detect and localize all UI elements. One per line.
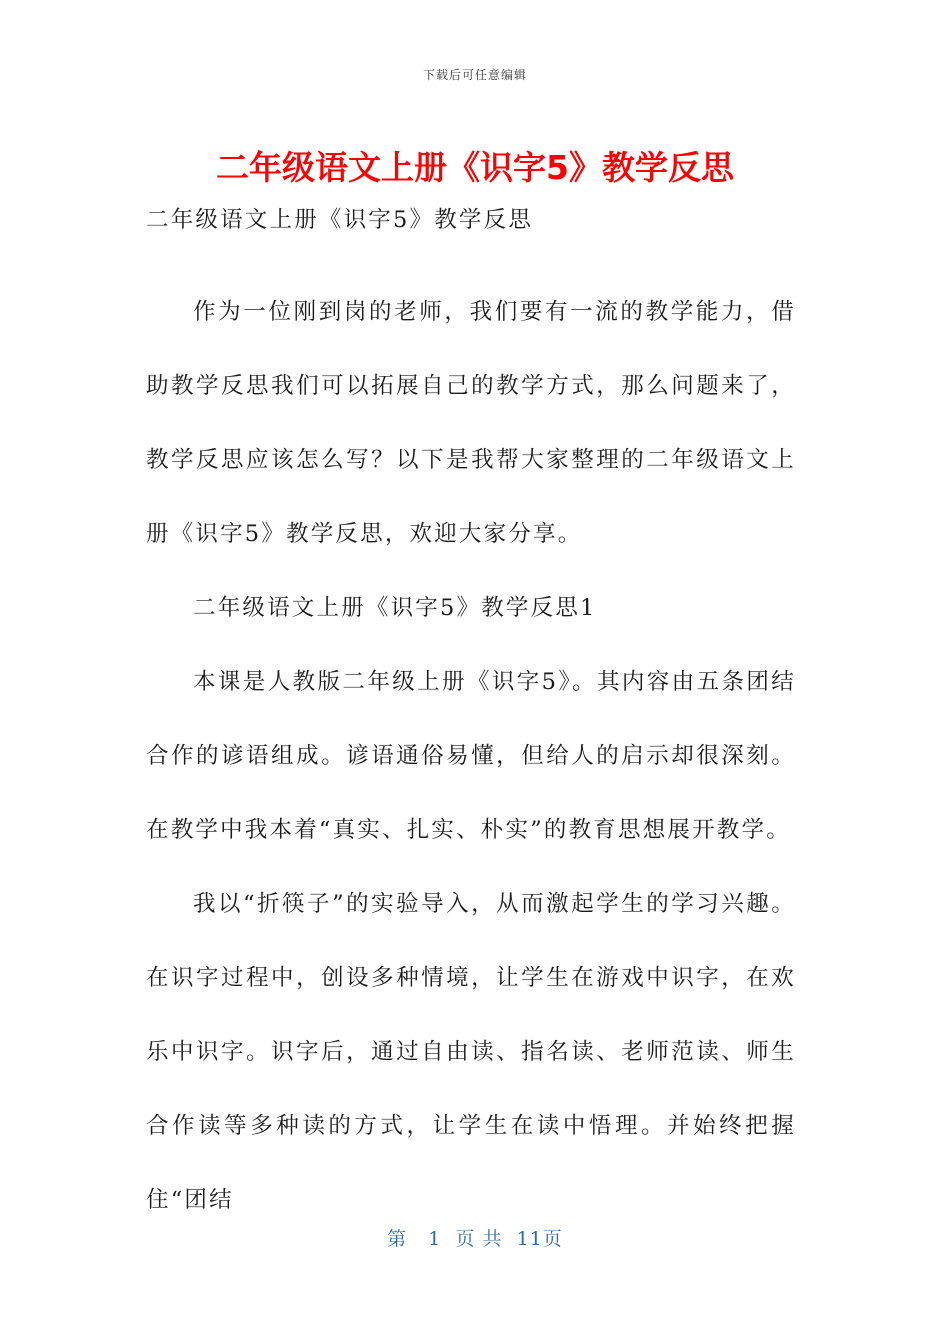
- footer-current-page: 1: [428, 1228, 442, 1250]
- section-heading: 二年级语文上册《识字5》教学反思1: [193, 595, 597, 621]
- intro-paragraph: 作为一位刚到岗的老师，我们要有一流的教学能力，借助教学反思我们可以拓展自己的教学方式，那么问题来了，教学反思应该怎么写？以下是我帮大家整理的二年级语文上册《识字5》教学反思，欢迎大家分享。: [146, 299, 796, 547]
- footer-suffix: 页: [542, 1228, 563, 1250]
- body-paragraph: 我以“折筷子”的实验导入，从而激起学生的学习兴趣。在识字过程中，创设多种情境，让学生在游戏中识字，在欢乐中识字。识字后，通过自由读、指名读、老师范读、师生合作读等多种读的方式，让学生在读中悟理。并始终把握住“团结: [146, 891, 796, 1213]
- document-title: 二年级语文上册《识字5》教学反思: [216, 148, 734, 187]
- page-number-footer: [0, 1224, 950, 1251]
- footer-middle: 页 共: [455, 1228, 503, 1250]
- body-paragraph: 本课是人教版二年级上册《识字5》。其内容由五条团结合作的谚语组成。谚语通俗易懂，但给人的启示却很深刻。在教学中我本着“真实、扎实、朴实”的教育思想展开教学。: [146, 669, 796, 843]
- footer-total-pages: 11: [516, 1228, 543, 1250]
- document-body: [146, 200, 796, 1237]
- footer-prefix: 第: [387, 1228, 408, 1250]
- subtitle-paragraph: 二年级语文上册《识字5》教学反思: [146, 207, 534, 233]
- header-note: 下载后可任意编辑: [422, 68, 527, 82]
